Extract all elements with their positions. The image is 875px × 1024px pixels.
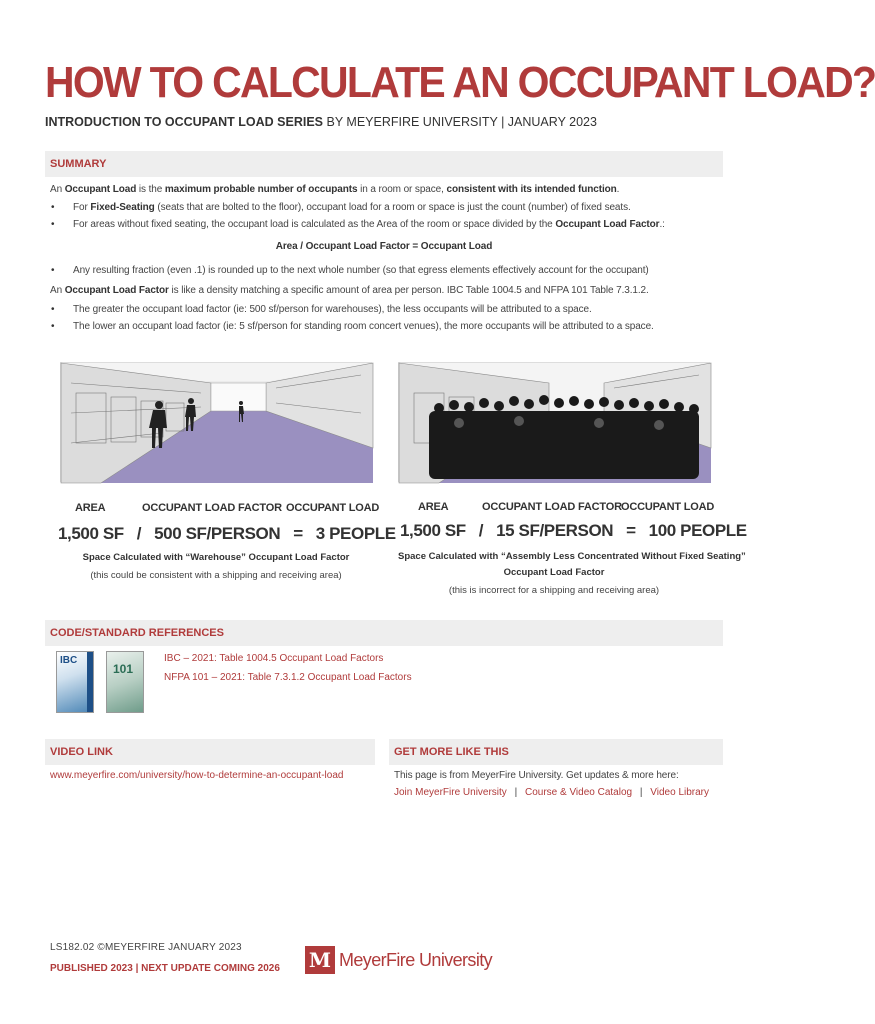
summary-bullet-no-fixed-seating: • For areas without fixed seating, the occupant load is calculated as the Area of the room or space divided by the Occupant Load Factor.:: [73, 219, 665, 230]
summary-header-bar: [45, 151, 723, 177]
calc1-equation: 1,500 SF / 500 SF/PERSON = 3 PEOPLE: [58, 524, 396, 543]
calc2-area-header: AREA: [418, 501, 449, 513]
nfpa-book-label: 101: [113, 662, 134, 676]
meyerfire-logo-name: MeyerFire University: [339, 949, 493, 970]
formula: Area / Occupant Load Factor = Occupant Load: [275, 241, 493, 252]
more-links: [394, 787, 709, 798]
calc2-caption-bold-1: Space Calculated with “Assembly Less Concentrated Without Fixed Seating”: [398, 551, 746, 562]
ibc-reference-link[interactable]: IBC – 2021: Table 1004.5 Occupant Load Factors: [164, 653, 384, 664]
calc1-factor-header: OCCUPANT LOAD FACTOR: [142, 502, 282, 514]
video-heading: VIDEO LINK: [50, 746, 113, 758]
calc2-caption: (this is incorrect for a shipping and receiving area): [448, 585, 660, 596]
references-header-bar: [45, 620, 723, 646]
footer-publish-note: PUBLISHED 2023 | NEXT UPDATE COMING 2026: [50, 963, 280, 974]
more-header-bar: [389, 739, 723, 765]
course-catalog-link[interactable]: Course & Video Catalog: [524, 787, 633, 798]
calc2-factor-header: OCCUPANT LOAD FACTOR: [482, 501, 622, 513]
assembly-crowd-illustration: [398, 362, 710, 482]
more-text: This page is from MeyerFire University. Get updates & more here:: [394, 770, 679, 781]
summary-bullet-lower-factor: • The lower an occupant load factor (ie: 5 sf/person for standing room concert venues), the more occupants will be attributed to a space.: [73, 321, 654, 332]
summary-bullet-fixed-seating: • For Fixed-Seating (seats that are bolted to the floor), occupant load for a room or space is just the count (number) of fixed seats.: [73, 202, 631, 213]
crowd-drawing: [399, 363, 711, 483]
nfpa-book-cover: [106, 651, 144, 713]
ibc-book-label: IBC: [60, 655, 78, 666]
page-subtitle: INTRODUCTION TO OCCUPANT LOAD SERIES BY MEYERFIRE UNIVERSITY | JANUARY 2023: [45, 115, 597, 129]
summary-bullet-rounding: • Any resulting fraction (even .1) is rounded up to the next whole number (so that egress elements effectively account for the occupant): [73, 265, 649, 276]
more-heading: GET MORE LIKE THIS: [394, 746, 509, 758]
page-title: HOW TO CALCULATE AN OCCUPANT LOAD?: [45, 58, 875, 107]
video-library-link[interactable]: Video Library: [650, 787, 710, 798]
meyerfire-logo: [305, 946, 492, 974]
summary-paragraph-1: An Occupant Load is the maximum probable number of occupants in a room or space, consistent with its intended function.: [50, 184, 620, 195]
warehouse-illustration: [60, 362, 372, 482]
nfpa-reference-link[interactable]: NFPA 101 – 2021: Table 7.3.1.2 Occupant Load Factors: [164, 672, 412, 683]
join-university-link[interactable]: Join MeyerFire University: [394, 787, 507, 798]
ibc-book-spine: [87, 652, 93, 712]
more-links-separator-2: |: [639, 787, 643, 798]
more-links-separator-1: |: [514, 787, 518, 798]
references-heading: CODE/STANDARD REFERENCES: [50, 627, 224, 639]
calc1-caption: (this could be consistent with a shipping and receiving area): [90, 570, 342, 581]
summary-heading: SUMMARY: [50, 158, 107, 170]
calc2-equation: 1,500 SF / 15 SF/PERSON = 100 PEOPLE: [400, 521, 747, 540]
calc1-load-header: OCCUPANT LOAD: [286, 502, 380, 514]
ibc-book-cover: [56, 651, 94, 713]
summary-bullet-greater-factor: • The greater the occupant load factor (ie: 500 sf/person for warehouses), the less occupants will be attributed to a space.: [73, 304, 592, 315]
calc1-area-header: AREA: [75, 502, 106, 514]
calc2-caption-bold-2: Occupant Load Factor: [503, 567, 605, 578]
video-url-link[interactable]: www.meyerfire.com/university/how-to-determine-an-occupant-load: [50, 770, 344, 781]
calc1-caption-bold: Space Calculated with “Warehouse” Occupant Load Factor: [82, 552, 350, 563]
video-header-bar: [45, 739, 375, 765]
footer-document-id: LS182.02 ©MEYERFIRE JANUARY 2023: [50, 942, 242, 953]
warehouse-drawing: [61, 363, 373, 483]
meyerfire-logo-mark: M: [305, 946, 335, 974]
calc2-load-header: OCCUPANT LOAD: [621, 501, 715, 513]
summary-paragraph-2: An Occupant Load Factor is like a density matching a specific amount of area per person. IBC Table 1004.5 and NFPA 101 Table 7.3.1.2.: [50, 285, 649, 296]
